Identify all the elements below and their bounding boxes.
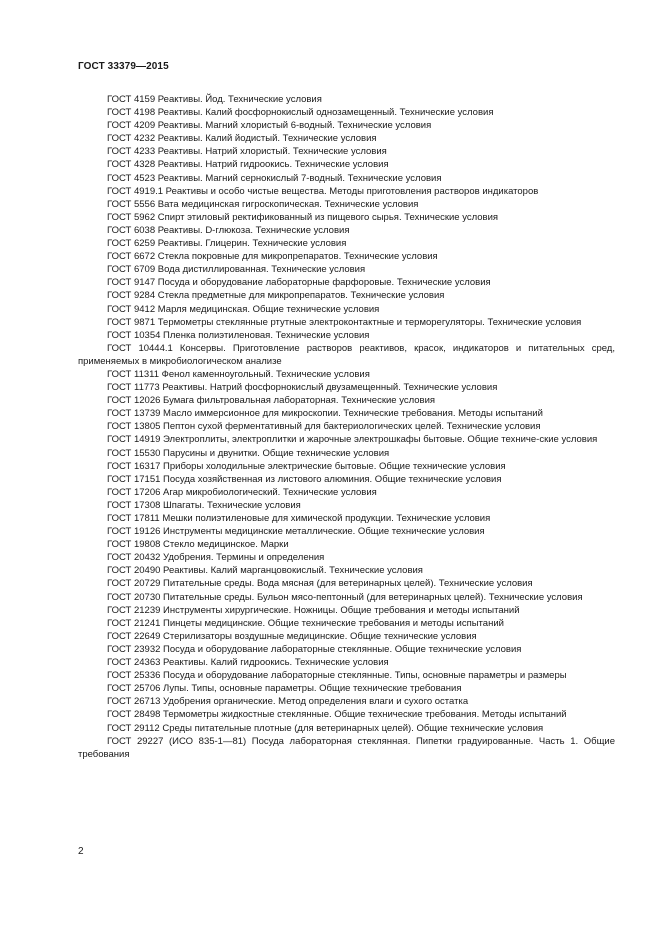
reference-item: ГОСТ 17151 Посуда хозяйственная из листового алюминия. Общие технические условия: [107, 473, 502, 485]
reference-item: ГОСТ 17206 Агар микробиологический. Технические условия: [107, 486, 377, 498]
reference-item: ГОСТ 20729 Питательные среды. Вода мясная (для ветеринарных целей). Технические условия: [107, 578, 533, 590]
reference-item: ГОСТ 20490 Реактивы. Калий марганцовокислый. Технические условия: [107, 565, 423, 577]
reference-item: ГОСТ 19126 Инструменты медицинские металлические. Общие технические условия: [107, 526, 485, 538]
normative-references-list: [78, 93, 615, 761]
reference-item: ГОСТ 6038 Реактивы. D-глюкоза. Технические условия: [107, 224, 350, 236]
reference-item: ГОСТ 21241 Пинцеты медицинские. Общие технические требования и методы испытаний: [107, 617, 504, 629]
reference-item: ГОСТ 12026 Бумага фильтровальная лабораторная. Технические условия: [107, 395, 436, 407]
reference-item: ГОСТ 10444.1 Консервы. Приготовление растворов реактивов, красок, индикаторов и питательных сред, применяемых в микробиологическом анализе: [78, 342, 615, 367]
reference-item: ГОСТ 5556 Вата медицинская гигроскопическая. Технические условия: [107, 198, 419, 210]
reference-item: ГОСТ 23932 Посуда и оборудование лабораторные стеклянные. Общие технические условия: [107, 643, 522, 655]
reference-item: ГОСТ 20730 Питательные среды. Бульон мясо-пептонный (для ветеринарных целей). Технические условия: [107, 591, 583, 603]
reference-item: ГОСТ 11773 Реактивы. Натрий фосфорнокислый двузамещенный. Технические условия: [107, 382, 498, 394]
reference-item: ГОСТ 22649 Стерилизаторы воздушные медицинские. Общие технические условия: [107, 630, 477, 642]
reference-item: ГОСТ 5962 Спирт этиловый ректификованный из пищевого сырья. Технические условия: [107, 211, 499, 223]
reference-item: ГОСТ 9147 Посуда и оборудование лабораторные фарфоровые. Технические условия: [107, 277, 491, 289]
reference-item: ГОСТ 4209 Реактивы. Магний хлористый 6-водный. Технические условия: [107, 120, 432, 132]
reference-item: ГОСТ 6709 Вода дистиллированная. Технические условия: [107, 264, 366, 276]
reference-item: ГОСТ 24363 Реактивы. Калий гидроокись. Технические условия: [107, 657, 389, 669]
reference-item: ГОСТ 13805 Пептон сухой ферментативный для бактериологических целей. Технические условия: [107, 421, 541, 433]
reference-item: ГОСТ 17811 Мешки полиэтиленовые для химической продукции. Технические условия: [107, 513, 491, 524]
reference-item: ГОСТ 9284 Стекла предметные для микропрепаратов. Технические условия: [107, 290, 445, 302]
reference-item: ГОСТ 21239 Инструменты хирургические. Ножницы. Общие требования и методы испытаний: [107, 604, 520, 616]
reference-item: ГОСТ 4919.1 Реактивы и особо чистые вещества. Методы приготовления растворов индикаторов: [107, 185, 539, 197]
page-number: 2: [78, 846, 84, 857]
reference-item: ГОСТ 4523 Реактивы. Магний сернокислый 7-водный. Технические условия: [107, 172, 442, 184]
reference-item: ГОСТ 17308 Шпагаты. Технические условия: [107, 499, 301, 511]
reference-item: ГОСТ 25336 Посуда и оборудование лабораторные стеклянные. Типы, основные параметры и размеры: [107, 670, 567, 682]
reference-item: ГОСТ 4233 Реактивы. Натрий хлористый. Технические условия: [107, 146, 387, 158]
reference-item: ГОСТ 25706 Лупы. Типы, основные параметры. Общие технические требования: [107, 683, 462, 695]
reference-item: ГОСТ 15530 Парусины и двунитки. Общие технические условия: [107, 447, 390, 459]
reference-item: ГОСТ 28498 Термометры жидкостные стеклянные. Общие технические требования. Методы испытаний: [107, 709, 567, 721]
reference-item: ГОСТ 13739 Масло иммерсионное для микроскопии. Технические требования. Методы испытаний: [107, 408, 543, 420]
reference-item: ГОСТ 16317 Приборы холодильные электрические бытовые. Общие технические условия: [107, 460, 506, 472]
reference-item: ГОСТ 4232 Реактивы. Калий йодистый. Технические условия: [107, 133, 377, 145]
reference-item: ГОСТ 4159 Реактивы. Йод. Технические условия: [107, 94, 322, 105]
reference-item: ГОСТ 6259 Реактивы. Глицерин. Технические условия: [107, 238, 347, 250]
reference-item: ГОСТ 26713 Удобрения органические. Метод определения влаги и сухого остатка: [107, 696, 469, 708]
reference-item: ГОСТ 9412 Марля медицинская. Общие технические условия: [107, 303, 380, 315]
reference-item: ГОСТ 9871 Термометры стеклянные ртутные электроконтактные и терморегуляторы. Технические условия: [107, 316, 582, 328]
reference-item: ГОСТ 11311 Фенол каменноугольный. Технические условия: [107, 368, 370, 380]
reference-item: ГОСТ 29227 (ИСО 835-1—81) Посуда лабораторная стеклянная. Пипетки градуированные. Часть 1. Общие требования: [78, 735, 615, 760]
reference-item: ГОСТ 4198 Реактивы. Калий фосфорнокислый однозамещенный. Технические условия: [107, 107, 494, 119]
reference-item: ГОСТ 6672 Стекла покровные для микропрепаратов. Технические условия: [107, 251, 438, 263]
reference-item: ГОСТ 14919 Электроплиты, электроплитки и жарочные электрошкафы бытовые. Общие техниче-ские условия: [107, 434, 598, 446]
reference-item: ГОСТ 29112 Среды питательные плотные (для ветеринарных целей). Общие технические условия: [107, 722, 544, 734]
reference-item: ГОСТ 10354 Пленка полиэтиленовая. Технические условия: [107, 329, 370, 341]
reference-item: ГОСТ 19808 Стекло медицинское. Марки: [107, 539, 289, 551]
reference-item: ГОСТ 4328 Реактивы. Натрий гидроокись. Технические условия: [107, 159, 389, 171]
document-header: ГОСТ 33379—2015: [78, 61, 169, 72]
reference-item: ГОСТ 20432 Удобрения. Термины и определения: [107, 552, 325, 564]
